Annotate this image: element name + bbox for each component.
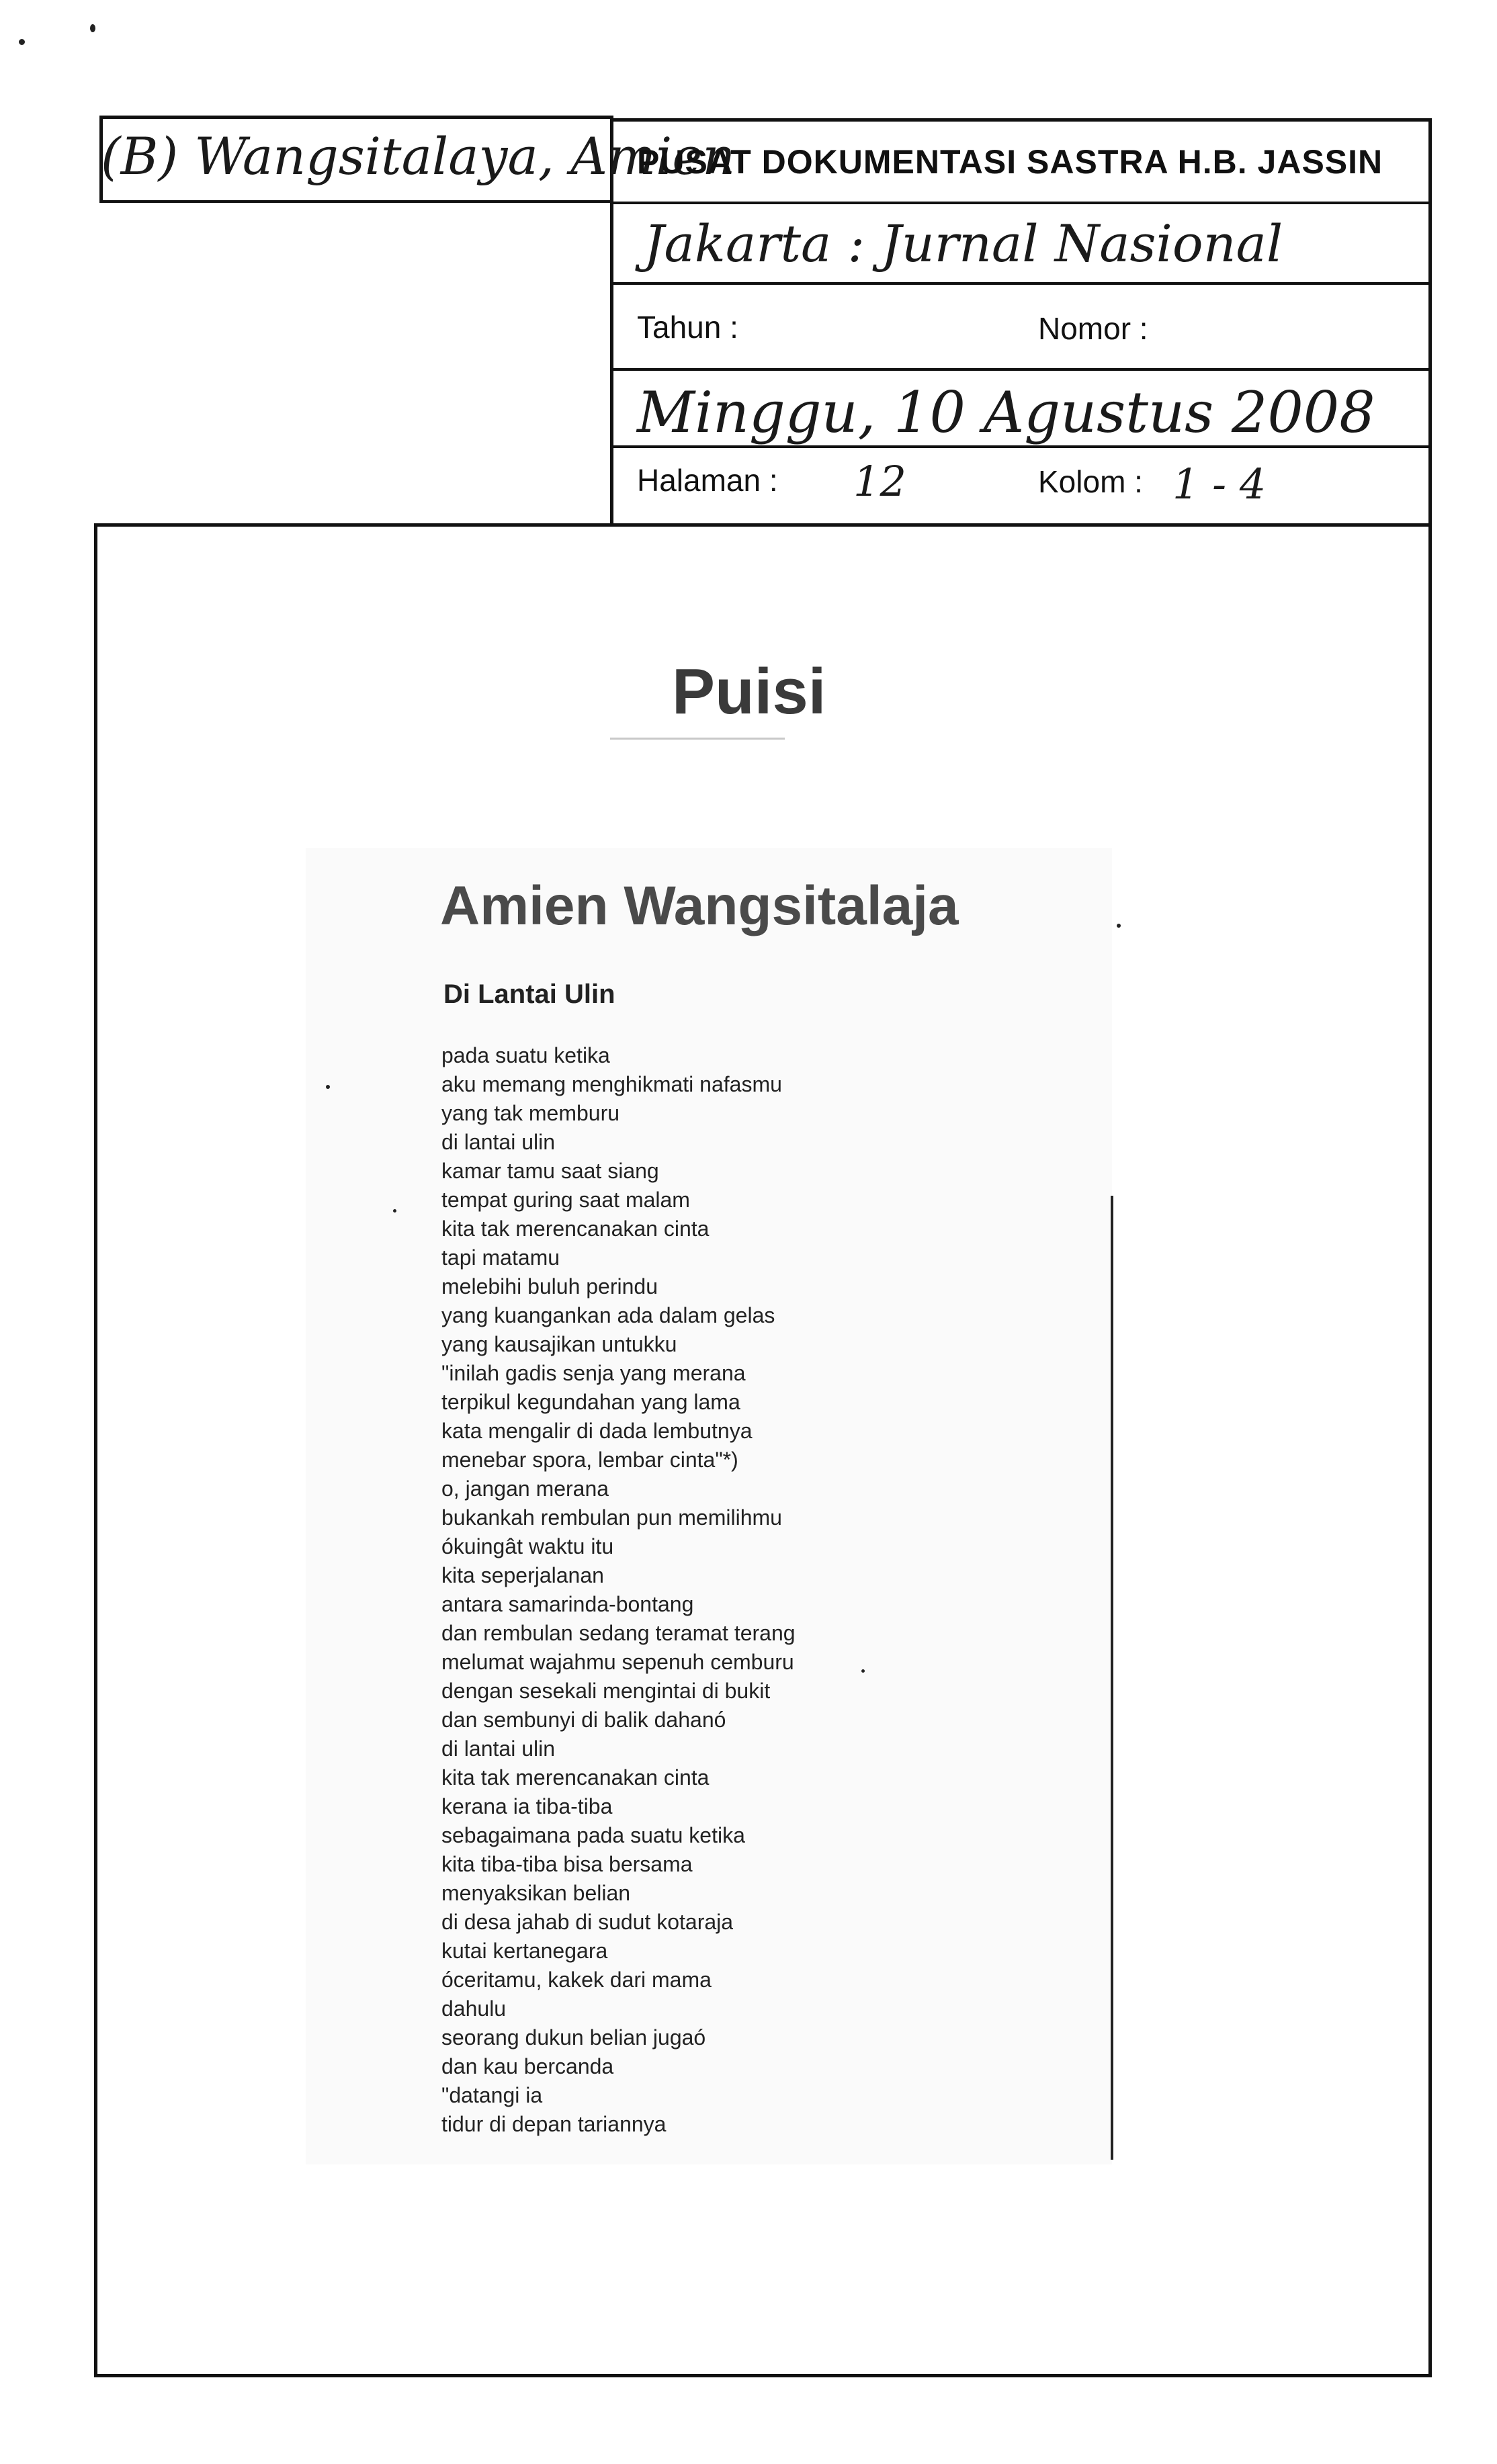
poet-name: Amien Wangsitalaja: [440, 875, 959, 936]
tahun-label: Tahun :: [637, 310, 738, 345]
poem-line: kita tak merencanakan cinta: [441, 1765, 710, 1790]
poem-line: kita tak merencanakan cinta: [441, 1217, 710, 1241]
poem-line: dengan sesekali mengintai di bukit: [441, 1679, 771, 1703]
poem-line: kerana ia tiba-tiba: [441, 1794, 613, 1818]
row-line-3: [610, 368, 1432, 371]
poem-line: yang tak memburu: [441, 1101, 620, 1125]
poem-line: yang kuangankan ada dalam gelas: [441, 1303, 775, 1327]
poem-line: seorang dukun belian jugaó: [441, 2025, 706, 2050]
poem-line: kata mengalir di dada lembutnya: [441, 1419, 753, 1443]
poem-line: menyaksikan belian: [441, 1881, 631, 1905]
frame-top-left: [99, 116, 613, 119]
poem-line: aku memang menghikmati nafasmu: [441, 1072, 782, 1096]
poem-line: dahulu: [441, 1996, 507, 2021]
frame-main-right: [1428, 523, 1432, 2377]
frame-main-left: [94, 523, 97, 2377]
frame-main-bottom: [94, 2374, 1432, 2377]
poem-line: antara samarinda-bontang: [441, 1592, 694, 1616]
scan-speck: [19, 39, 25, 45]
halaman-value-handwritten: 12: [853, 457, 906, 506]
poem-line: "datangi ia: [441, 2083, 543, 2107]
poem-line: dan rembulan sedang teramat terang: [441, 1621, 796, 1645]
poem-line: di desa jahab di sudut kotaraja: [441, 1910, 734, 1934]
poem-line: "inilah gadis senja yang merana: [441, 1361, 746, 1385]
halaman-label: Halaman :: [637, 463, 778, 498]
poem-line: melebihi buluh perindu: [441, 1274, 658, 1299]
poem-line: bukankah rembulan pun memilihmu: [441, 1505, 782, 1530]
poem-line: pada suatu ketika: [441, 1043, 610, 1067]
scan-speck: [393, 1209, 396, 1213]
poem-line: kutai kertanegara: [441, 1939, 608, 1963]
frame-top-right: [613, 118, 1432, 122]
date-handwritten: Minggu, 10 Agustus 2008: [637, 380, 1375, 445]
poem-line: óceritamu, kakek dari mama: [441, 1968, 712, 1992]
scan-speck: [326, 1085, 330, 1089]
poem-title: Di Lantai Ulin: [443, 979, 615, 1009]
section-heading: Puisi: [672, 656, 826, 728]
poem-line: terpikul kegundahan yang lama: [441, 1390, 740, 1414]
poem-body: [441, 1041, 796, 2139]
poem-line: tapi matamu: [441, 1245, 560, 1270]
poem-line: dan sembunyi di balik dahanó: [441, 1708, 726, 1732]
frame-right-header: [1428, 118, 1432, 528]
nomor-label: Nomor :: [1038, 311, 1148, 346]
kolom-value-handwritten: 1 - 4: [1172, 459, 1267, 509]
row-line-4: [610, 445, 1432, 448]
poem-line: ókuingât waktu itu: [441, 1534, 614, 1558]
poem-line: kamar tamu saat siang: [441, 1159, 659, 1183]
institution-title: PUSAT DOKUMENTASI SASTRA H.B. JASSIN: [637, 143, 1383, 181]
row-line-1: [610, 202, 1432, 204]
publication-handwritten: Jakarta : Jurnal Nasional: [644, 214, 1283, 273]
poem-line: yang kausajikan untukku: [441, 1332, 677, 1356]
poem-line: kita tiba-tiba bisa bersama: [441, 1852, 693, 1876]
scan-speck: [861, 1669, 865, 1673]
poem-line: sebagaimana pada suatu ketika: [441, 1823, 745, 1847]
poem-line: di lantai ulin: [441, 1736, 555, 1761]
poem-line: melumat wajahmu sepenuh cemburu: [441, 1650, 794, 1674]
poem-line: kita seperjalanan: [441, 1563, 604, 1587]
kolom-label: Kolom :: [1038, 464, 1143, 499]
frame-author-bottom: [99, 200, 613, 203]
frame-main-top: [94, 523, 1432, 527]
section-rule: [610, 738, 785, 740]
poem-line: menebar spora, lembar cinta"*): [441, 1448, 738, 1472]
clipping-edge-line: [1111, 1196, 1113, 2160]
author-handwritten-note: (B) Wangsitalaya, Amien: [101, 126, 736, 186]
poem-line: o, jangan merana: [441, 1477, 609, 1501]
poem-line: tidur di depan tariannya: [441, 2112, 667, 2136]
poem-line: di lantai ulin: [441, 1130, 555, 1154]
scan-speck: [1117, 924, 1121, 928]
row-line-2: [610, 282, 1432, 285]
poem-line: tempat guring saat malam: [441, 1188, 690, 1212]
poem-line: dan kau bercanda: [441, 2054, 614, 2078]
scan-speck: [90, 24, 95, 32]
